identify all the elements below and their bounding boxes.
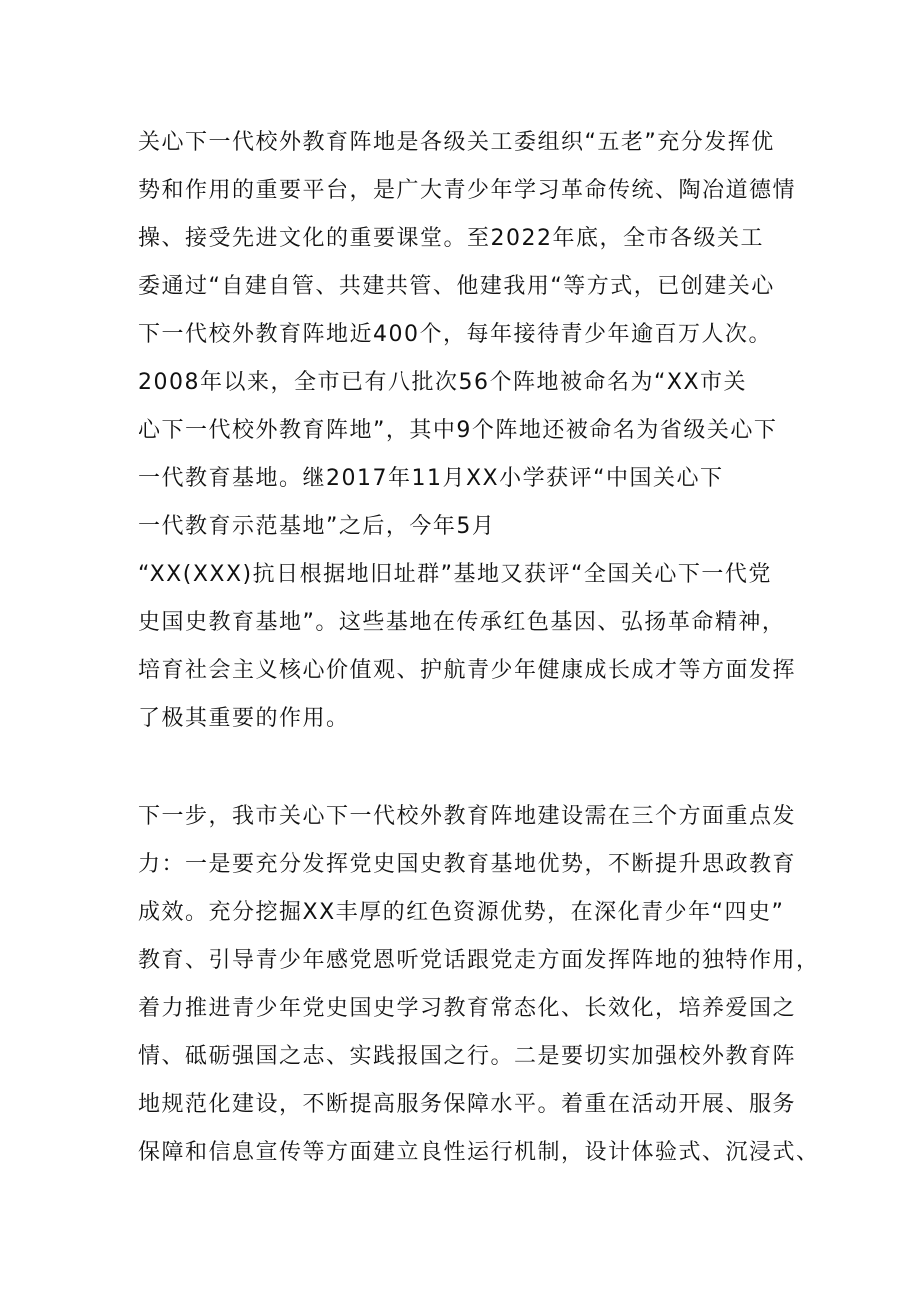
text-line: 一代教育基地。继2017年11月XX小学获评“中国关心下 <box>138 466 724 491</box>
text-line: 势和作用的重要平台，是广大青少年学习革命传统、陶冶道德情 <box>138 178 797 203</box>
text-line: 培育社会主义核心价值观、护航青少年健康成长成才等方面发挥 <box>138 658 797 683</box>
text-line: 一代教育示范基地”之后，今年5月 <box>138 514 496 539</box>
text-line: 地规范化建设，不断提高服务保障水平。着重在活动开展、服务 <box>138 1092 797 1117</box>
text-line: 操、接受先进文化的重要课堂。至2022年底，全市各级关工 <box>138 226 764 251</box>
text-line: 史国史教育基地”。这些基地在传承红色基因、弘扬革命精神， <box>138 610 786 635</box>
text-line: 下一代校外教育阵地近400个，每年接待青少年逾百万人次。 <box>138 322 772 347</box>
text-line: 了极其重要的作用。 <box>138 706 350 731</box>
text-line: 成效。充分挖掘XX丰厚的红色资源优势，在深化青少年“四史” <box>138 900 785 925</box>
text-line: 2008年以来，全市已有八批次56个阵地被命名为“XX市关 <box>138 370 748 395</box>
text-line: 情、砥砺强国之志、实践报国之行。二是要切实加强校外教育阵 <box>138 1044 797 1069</box>
text-line: 委通过“自建自管、共建共管、他建我用“等方式，已创建关心 <box>138 274 775 299</box>
text-line: 着力推进青少年党史国史学习教育常态化、长效化，培养爱国之 <box>138 996 797 1021</box>
text-line: “XX(XXX)抗日根据地旧址群”基地又获评“全国关心下一代党 <box>138 562 772 587</box>
text-line: 下一步，我市关心下一代校外教育阵地建设需在三个方面重点发 <box>138 804 797 829</box>
text-line: 保障和信息宣传等方面建立良性运行机制，设计体验式、沉浸式、 <box>138 1140 820 1165</box>
text-line: 关心下一代校外教育阵地是各级关工委组织“五老”充分发挥优 <box>138 130 775 155</box>
text-line: 力：一是要充分发挥党史国史教育基地优势，不断提升思政教育 <box>138 852 797 877</box>
text-line: 教育、引导青少年感党恩听党话跟党走方面发挥阵地的独特作用， <box>138 948 820 973</box>
text-line: 心下一代校外教育阵地”，其中9个阵地还被命名为省级关心下 <box>138 418 778 443</box>
